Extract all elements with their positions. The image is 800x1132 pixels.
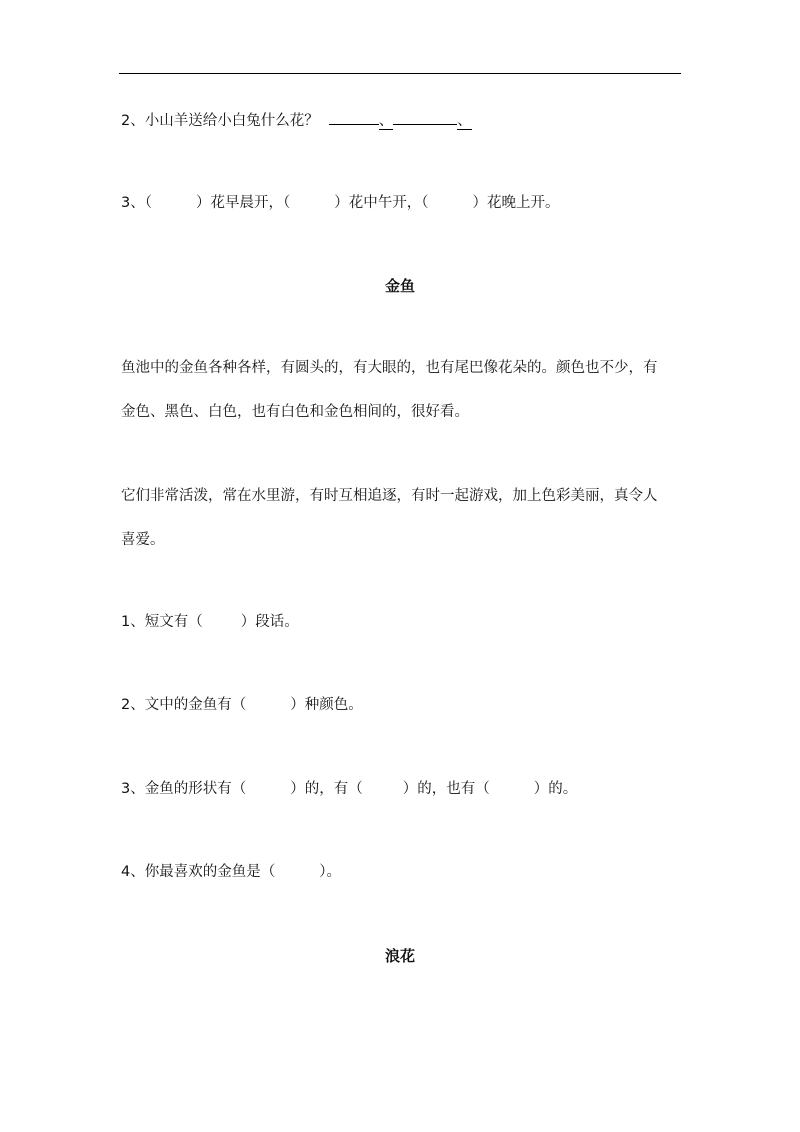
question-fish-shapes: 3、金鱼的形状有（ ）的，有（ ）的，也有（ ）的。: [121, 781, 578, 797]
question-text: ）花中午开，: [334, 195, 422, 211]
paren-open: （: [421, 195, 429, 211]
paren-open: （: [282, 195, 291, 211]
question-favorite-fish: 4、你最喜欢的金鱼是（ ）。: [121, 864, 341, 880]
section-title-waves: 浪花: [384, 947, 415, 965]
question-flower-times: [121, 193, 559, 213]
passage-paragraph-2-line-1: 它们非常活泼，常在水里游，有时互相追逐，有时一起游戏，加上色彩美丽，真令人: [121, 488, 658, 504]
answer-blank-2[interactable]: [393, 110, 457, 125]
separator: 、: [378, 113, 394, 129]
separator: 、: [457, 113, 472, 129]
question-flowers-given: [121, 110, 472, 131]
question-text: ）花早晨开，: [195, 195, 283, 211]
passage-paragraph-2-line-2: 喜爱。: [121, 532, 165, 548]
paren-open: （: [144, 195, 152, 211]
question-text: ）花晚上开。: [472, 195, 560, 211]
question-text: 2、小山羊送给小白兔什么花？: [121, 113, 319, 129]
passage-paragraph-1-line-2: 金色、黑色、白色，也有白色和金色相间的，很好看。: [121, 404, 469, 420]
question-number: 3、: [121, 195, 145, 211]
top-rule: [119, 73, 681, 74]
question-paragraph-count: 1、短文有（ ）段话。: [121, 614, 299, 630]
passage-paragraph-1-line-1: 鱼池中的金鱼各种各样，有圆头的，有大眼的，也有尾巴像花朵的。颜色也不少，有: [121, 360, 658, 376]
answer-blank-1[interactable]: [329, 110, 379, 125]
question-color-count: 2、文中的金鱼有（ ）种颜色。: [121, 697, 363, 713]
section-title-goldfish: 金鱼: [384, 277, 415, 295]
